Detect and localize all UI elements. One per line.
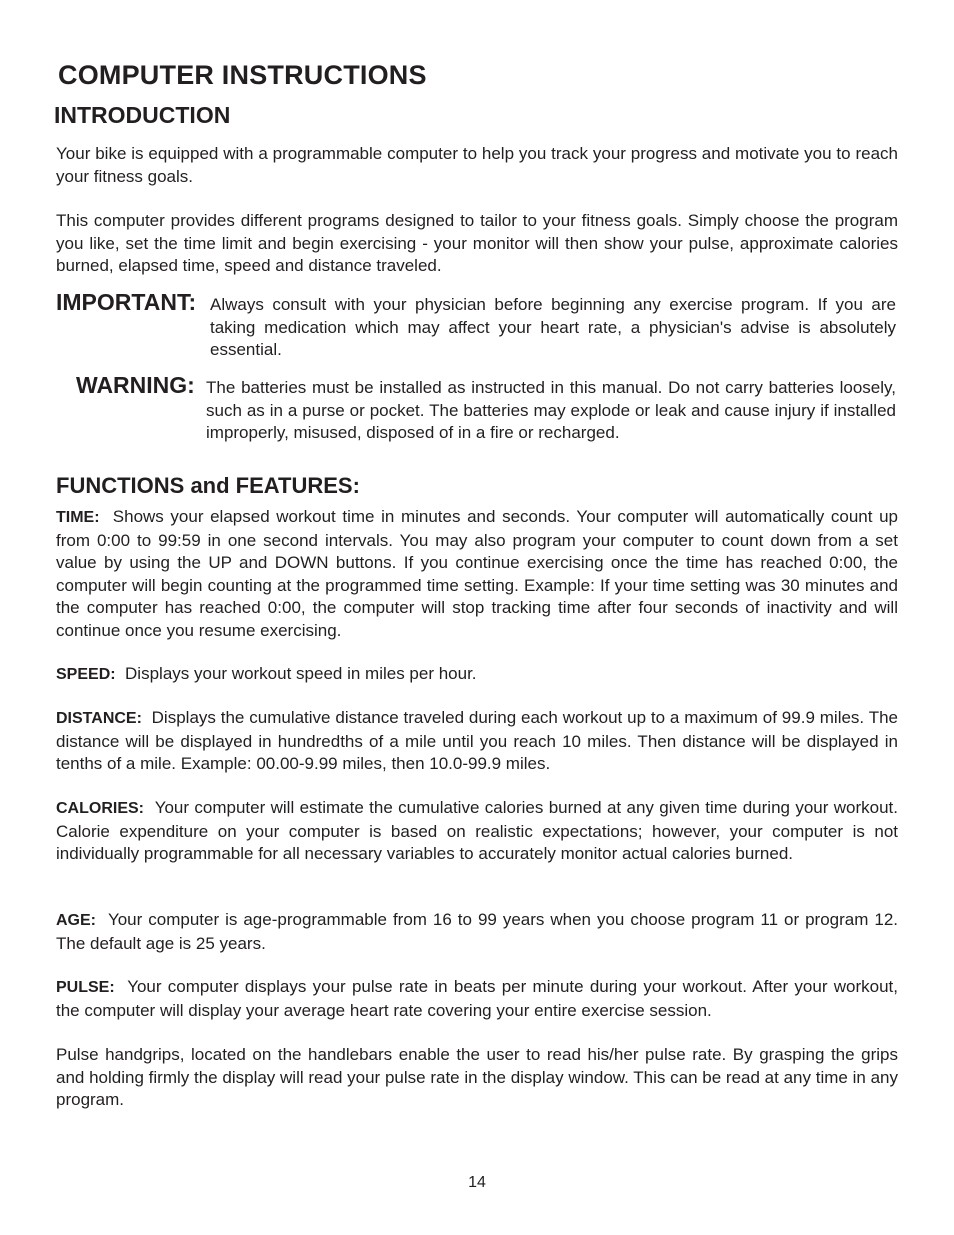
warning-label: WARNING: <box>76 372 195 398</box>
page-number: 14 <box>468 1174 486 1191</box>
intro-paragraph-1: Your bike is equipped with a programmable computer to help you track your progress and motivate you to reach your fitness goals. <box>56 144 898 186</box>
feature-speed-label: SPEED: <box>56 666 116 683</box>
feature-time-text: Shows your elapsed workout time in minutes and seconds. Your computer will automatically count up from 0:00 to 99:59 in one second intervals. You may also program your computer to count down from a set value by using the UP and DOWN buttons. If you continue exercising once the time has reached 0:00, the computer will begin counting at the programmed time setting. Example: If your time setting was 30 minutes and the computer has reached 0:00, the computer will stop tracking time after four seconds of inactivity and will continue once you resume exercising. <box>56 507 898 640</box>
feature-calories-text: Your computer will estimate the cumulative calories burned at any given time during your workout. Calorie expenditure on your computer is based on realistic expectations; however, your computer is not individually programmable for all necessary variables to accurately monitor actual calories burned. <box>56 798 898 863</box>
feature-pulse-label: PULSE: <box>56 979 115 996</box>
feature-distance <box>56 707 898 776</box>
feature-distance-text: Displays the cumulative distance traveled during each workout up to a maximum of 99.9 miles. The distance will be displayed in hundredths of a mile until you reach 10 miles. Then distance will be displayed in tenths of a mile. Example: 00.00-9.99 miles, then 10.0-99.9 miles. <box>56 708 898 773</box>
important-text: Always consult with your physician before beginning any exercise program. If you are taking medication which may affect your heart rate, a physician's advise is absolutely essential. <box>210 295 896 359</box>
feature-distance-label: DISTANCE: <box>56 710 142 727</box>
introduction-heading: INTRODUCTION <box>54 102 231 128</box>
feature-age <box>56 909 898 955</box>
feature-pulse-text: Your computer displays your pulse rate in beats per minute during your workout. After your workout, the computer will display your average heart rate covering your entire exercise session. <box>56 977 898 1020</box>
pulse-handgrips-paragraph: Pulse handgrips, located on the handlebars enable the user to read his/her pulse rate. By grasping the grips and holding firmly the display will read your pulse rate in the display window. This can be read at any time in any program. <box>56 1045 898 1109</box>
important-label: IMPORTANT: <box>56 289 197 315</box>
feature-age-label: AGE: <box>56 912 96 929</box>
warning-note <box>76 372 898 444</box>
features-heading: FUNCTIONS and FEATURES: <box>56 473 360 498</box>
important-note <box>56 289 898 361</box>
feature-time-label: TIME: <box>56 509 100 526</box>
feature-speed-text: Displays your workout speed in miles per hour. <box>125 664 477 683</box>
warning-text: The batteries must be installed as instructed in this manual. Do not carry batteries loosely, such as in a purse or pocket. The batteries may explode or leak and cause injury if installed improperly, misused, disposed of in a fire or recharged. <box>206 378 896 442</box>
feature-calories-label: CALORIES: <box>56 800 144 817</box>
page-title: COMPUTER INSTRUCTIONS <box>58 60 427 90</box>
feature-pulse <box>56 976 898 1022</box>
feature-calories <box>56 797 898 866</box>
feature-speed <box>56 663 898 687</box>
feature-age-text: Your computer is age-programmable from 16 to 99 years when you choose program 11 or program 12. The default age is 25 years. <box>56 910 899 953</box>
intro-paragraph-2: This computer provides different programs designed to tailor to your fitness goals. Simply choose the program you like, set the time limit and begin exercising - your monitor will then show your pulse, approximate calories burned, elapsed time, speed and distance traveled. <box>56 211 898 275</box>
feature-time <box>56 506 898 642</box>
